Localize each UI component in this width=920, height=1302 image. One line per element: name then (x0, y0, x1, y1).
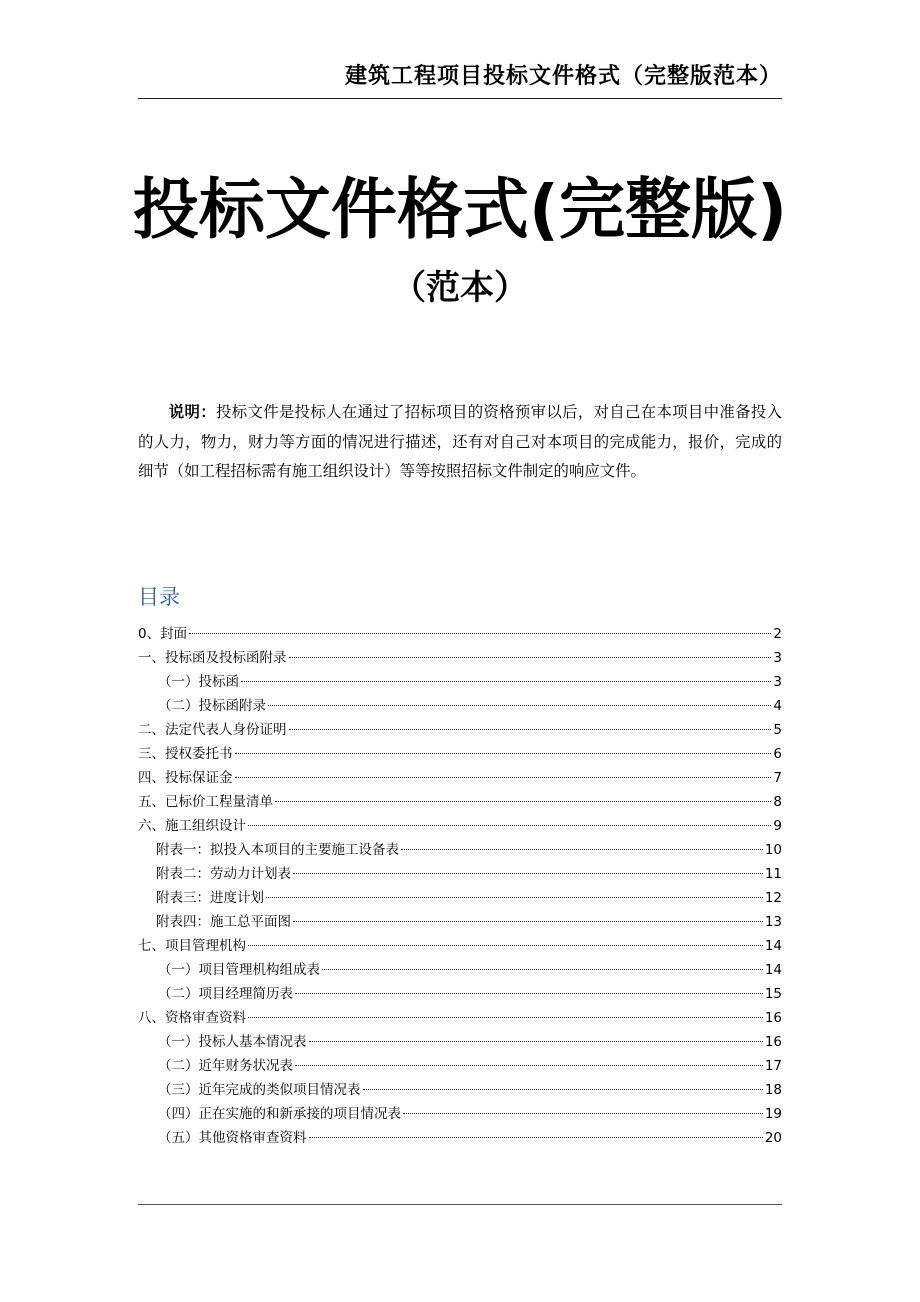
toc-entry-label: （三）近年完成的类似项目情况表 (158, 1082, 361, 1098)
toc-entry-label: （二）投标函附录 (158, 698, 266, 714)
toc-dot-leader (189, 633, 771, 634)
toc-page-number: 16 (764, 1034, 782, 1050)
description-label: 说明： (168, 403, 216, 421)
toc-dot-leader (309, 1041, 763, 1042)
toc-entry[interactable] (138, 958, 782, 982)
toc-entry[interactable] (138, 982, 782, 1006)
toc-dot-leader (295, 993, 763, 994)
toc-entry[interactable] (138, 1054, 782, 1078)
toc-page-number: 14 (764, 938, 782, 954)
toc-dot-leader (275, 801, 771, 802)
toc-entry[interactable] (138, 1006, 782, 1030)
toc-entry[interactable] (138, 910, 782, 934)
toc-entry[interactable] (138, 694, 782, 718)
toc-page-number: 18 (764, 1082, 782, 1098)
toc-dot-leader (363, 1089, 763, 1090)
toc-entry-label: 六、施工组织设计 (138, 818, 246, 834)
toc-dot-leader (289, 657, 772, 658)
toc-entry-label: 八、资格审查资料 (138, 1010, 246, 1026)
toc-entry-label: 附表二：劳动力计划表 (156, 866, 291, 882)
toc-entry-label: 七、项目管理机构 (138, 938, 246, 954)
toc-entry-label: 五、已标价工程量清单 (138, 794, 273, 810)
toc-entry-label: （五）其他资格审查资料 (158, 1130, 307, 1146)
toc-page-number: 8 (773, 794, 782, 810)
toc-page-number: 14 (764, 962, 782, 978)
toc-page-number: 9 (773, 818, 782, 834)
toc-entry[interactable] (138, 646, 782, 670)
toc-page-number: 11 (764, 866, 782, 882)
toc-entry[interactable] (138, 1126, 782, 1150)
toc-entry-label: 0、封面 (138, 626, 188, 642)
toc-entry-label: （二）项目经理简历表 (158, 986, 293, 1002)
toc-page-number: 13 (764, 914, 782, 930)
toc-entry-label: 四、投标保证金 (138, 770, 233, 786)
toc-entry-label: （一）项目管理机构组成表 (158, 962, 320, 978)
toc-entry[interactable] (138, 718, 782, 742)
toc-page-number: 4 (773, 698, 782, 714)
toc-page-number: 7 (773, 770, 782, 786)
toc-entry[interactable] (138, 1078, 782, 1102)
toc-dot-leader (322, 969, 763, 970)
toc-entry[interactable] (138, 670, 782, 694)
toc-page-number: 19 (764, 1106, 782, 1122)
toc-entry-label: （四）正在实施的和新承接的项目情况表 (158, 1106, 401, 1122)
footer-divider (138, 1204, 782, 1205)
toc-entry[interactable] (138, 838, 782, 862)
table-of-contents (138, 622, 782, 1150)
toc-entry-label: 附表一：拟投入本项目的主要施工设备表 (156, 842, 399, 858)
description-paragraph (138, 398, 782, 487)
toc-page-number: 5 (773, 722, 782, 738)
toc-dot-leader (293, 921, 763, 922)
running-header: 建筑工程项目投标文件格式（完整版范本） (344, 64, 782, 89)
toc-dot-leader (248, 825, 771, 826)
toc-entry-label: （二）近年财务状况表 (158, 1058, 293, 1074)
header-divider (138, 98, 782, 99)
toc-page-number: 12 (764, 890, 782, 906)
toc-page-number: 16 (764, 1010, 782, 1026)
toc-entry-label: （一）投标人基本情况表 (158, 1034, 307, 1050)
toc-dot-leader (293, 873, 763, 874)
toc-entry[interactable] (138, 622, 782, 646)
toc-dot-leader (403, 1113, 763, 1114)
toc-entry[interactable] (138, 790, 782, 814)
toc-dot-leader (235, 777, 772, 778)
toc-dot-leader (266, 897, 763, 898)
toc-entry-label: （一）投标函 (158, 674, 239, 690)
toc-heading: 目录 (138, 585, 180, 609)
toc-entry[interactable] (138, 1102, 782, 1126)
toc-entry-label: 附表三：进度计划 (156, 890, 264, 906)
toc-entry[interactable] (138, 814, 782, 838)
toc-page-number: 20 (764, 1130, 782, 1146)
description-text: 投标文件是投标人在通过了招标项目的资格预审以后，对自己在本项目中准备投入的人力，物力，财力等方面的情况进行描述，还有对自己对本项目的完成能力，报价，完成的细节（如工程招标需有施工组织设计）等等按照招标文件制定的响应文件。 (138, 403, 782, 480)
toc-entry[interactable] (138, 766, 782, 790)
toc-page-number: 17 (764, 1058, 782, 1074)
toc-dot-leader (295, 1065, 763, 1066)
toc-entry[interactable] (138, 886, 782, 910)
toc-page-number: 15 (764, 986, 782, 1002)
document-subtitle: （范本） (392, 268, 528, 308)
toc-dot-leader (268, 705, 771, 706)
document-title: 投标文件格式(完整版) (132, 171, 788, 248)
toc-dot-leader (235, 753, 772, 754)
toc-page-number: 3 (773, 650, 782, 666)
toc-entry-label: 三、授权委托书 (138, 746, 233, 762)
toc-page-number: 10 (764, 842, 782, 858)
toc-dot-leader (401, 849, 763, 850)
toc-entry[interactable] (138, 742, 782, 766)
toc-page-number: 2 (773, 626, 782, 642)
toc-entry-label: 二、法定代表人身份证明 (138, 722, 287, 738)
toc-entry[interactable] (138, 862, 782, 886)
toc-entry[interactable] (138, 1030, 782, 1054)
toc-dot-leader (289, 729, 772, 730)
toc-dot-leader (248, 1017, 763, 1018)
toc-page-number: 6 (773, 746, 782, 762)
toc-dot-leader (248, 945, 763, 946)
toc-dot-leader (309, 1137, 763, 1138)
toc-entry[interactable] (138, 934, 782, 958)
toc-page-number: 3 (773, 674, 782, 690)
toc-dot-leader (241, 681, 771, 682)
toc-entry-label: 一、投标函及投标函附录 (138, 650, 287, 666)
toc-entry-label: 附表四：施工总平面图 (156, 914, 291, 930)
